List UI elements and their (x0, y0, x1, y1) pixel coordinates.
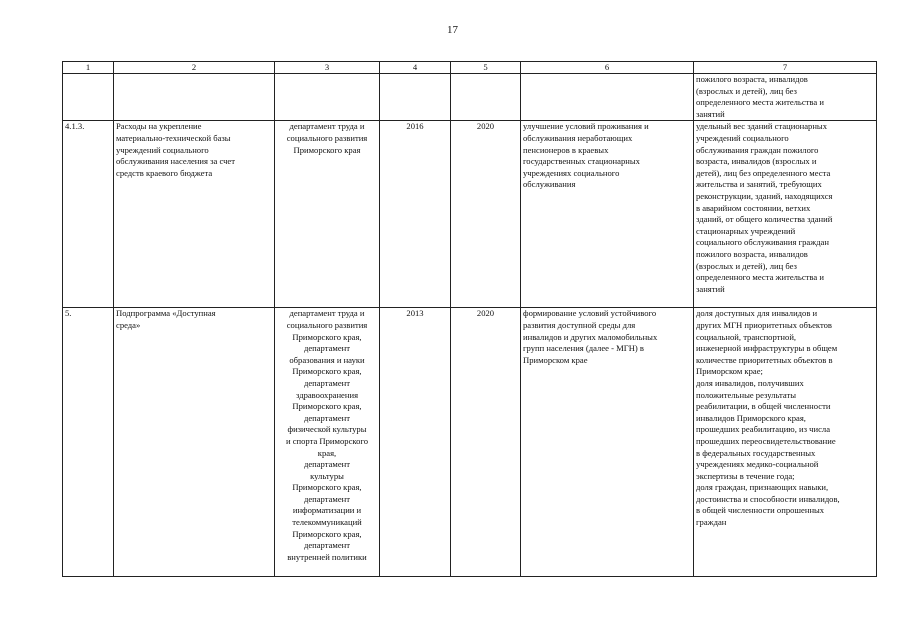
cell-number: 4.1.3. (63, 121, 114, 308)
column-header: 5 (451, 62, 521, 74)
table-row (63, 121, 877, 308)
column-header: 7 (694, 62, 877, 74)
cell-indicator: доля доступных для инвалидов и других МГН приоритетных объектов социальной, транспортной, инженерной инфраструктуры в общем количестве приоритетных объектов в Приморском крае; доля инвалидов, получивших положительные результаты реабилитации, в общей численности инвалидов Приморского края, прошедших реабилитацию, из числа прошедших переосвидетельствование в федеральных государственных учреждениях медико-социальной экспертизы в течение года; доля граждан, признающих навыки, достоинства и способности инвалидов, в общей численности опрошенных граждан (694, 308, 877, 577)
cell-result: улучшение условий проживания и обслуживания неработающих пенсионеров в краевых государственных стационарных учреждениях социального обслуживания (521, 121, 694, 308)
cell-name: Подпрограмма «Доступная среда» (114, 308, 275, 577)
cell-end-year (451, 74, 521, 121)
column-header: 2 (114, 62, 275, 74)
column-header: 4 (380, 62, 451, 74)
column-header: 6 (521, 62, 694, 74)
cell-number: 5. (63, 308, 114, 577)
cell-result (521, 74, 694, 121)
cell-start-year: 2016 (380, 121, 451, 308)
cell-indicator: пожилого возраста, инвалидов (взрослых и детей), лиц без определенного места жительства и занятий (694, 74, 877, 121)
cell-indicator: удельный вес зданий стационарных учреждений социального обслуживания граждан пожилого возраста, инвалидов (взрослых и детей), лиц без определенного места жительства и занятий, требующих реконструкции, зданий, находящихся в аварийном состоянии, ветхих зданий, от общего количества зданий стационарных учреждений социального обслуживания граждан пожилого возраста, инвалидов (взрослых и детей), лиц без определенного места жительства и занятий (694, 121, 877, 308)
page-number: 17 (447, 24, 458, 36)
cell-end-year: 2020 (451, 121, 521, 308)
cell-start-year (380, 74, 451, 121)
cell-end-year: 2020 (451, 308, 521, 577)
cell-executor: департамент труда и социального развития Приморского края (275, 121, 380, 308)
program-table (62, 61, 877, 577)
column-header: 1 (63, 62, 114, 74)
cell-number (63, 74, 114, 121)
cell-executor: департамент труда и социального развития Приморского края, департамент образования и науки Приморского края, департамент здравоохранения Приморского края, департамент физической культуры и спорта Приморского края, департамент культуры Приморского края, департамент информатизации и телекоммуникаций Приморского края, департамент внутренней политики (275, 308, 380, 577)
cell-executor (275, 74, 380, 121)
cell-name (114, 74, 275, 121)
column-header: 3 (275, 62, 380, 74)
cell-result: формирование условий устойчивого развития доступной среды для инвалидов и других маломобильных групп населения (далее - МГН) в Приморском крае (521, 308, 694, 577)
table-row (63, 308, 877, 577)
cell-name: Расходы на укрепление материально-технической базы учреждений социального обслуживания населения за счет средств краевого бюджета (114, 121, 275, 308)
table-header-row (63, 62, 877, 74)
table-row (63, 74, 877, 121)
cell-start-year: 2013 (380, 308, 451, 577)
